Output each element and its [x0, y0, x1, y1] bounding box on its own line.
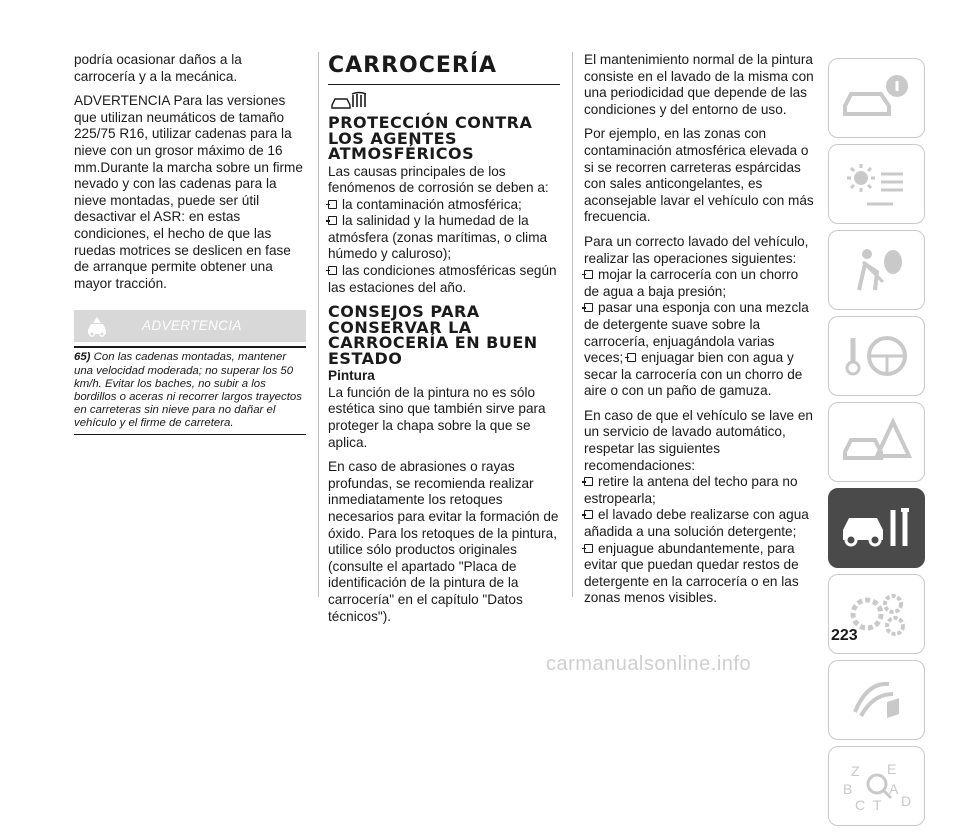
nav-multimedia[interactable]: [828, 660, 925, 740]
example-paragraph: Por ejemplo, en las zonas con contaminación atmosférica elevada o si se recorren carreteras espárcidas con sales anticongelantes, es aconsejable lavar el vehículo con más frecuencia.: [584, 126, 814, 225]
steering-key-icon: [837, 328, 917, 384]
corrosion-intro: Las causas principales de los fenómenos de corrosión se deben a:: [328, 163, 549, 196]
index-letter: E: [886, 761, 896, 777]
title-rule: [328, 84, 560, 85]
watermark: carmanualsonline.info: [546, 653, 752, 675]
bullet-item: la salinidad y la humedad de la atmósfera (zonas marítimas, o clima húmedo y caluroso);: [328, 213, 548, 262]
nav-starting-driving[interactable]: [828, 316, 925, 396]
warning-number: 65): [74, 351, 91, 364]
bullet-icon: [584, 270, 593, 279]
section-title: CARROCERÍA: [328, 53, 498, 78]
column-3: [584, 52, 816, 615]
index-letter: C: [854, 797, 865, 813]
multimedia-icon: [837, 672, 917, 728]
airbag-safety-icon: [837, 242, 917, 298]
bullet-icon: [627, 353, 636, 362]
column-divider: [318, 52, 319, 597]
warning-title: ADVERTENCIA: [142, 318, 242, 334]
page-number: 223: [831, 627, 858, 644]
bullet-item: el lavado debe realizarse con agua añadida a una solución detergente;: [584, 507, 809, 540]
alphabetical-index-icon: [837, 758, 917, 814]
car-wash-icon: [328, 91, 368, 111]
warning-box: [74, 310, 306, 434]
bullet-item: la contaminación atmosférica;: [342, 196, 522, 212]
chapter-navigation: [828, 58, 927, 832]
car-warning-icon: [84, 316, 110, 338]
bullet-item: pasar una esponja con una mezcla de detergente suave sobre la carrocería, enjuagándola varias veces;: [584, 300, 809, 366]
warning-header: [74, 310, 306, 342]
subheading-pintura: Pintura: [328, 368, 375, 384]
index-letter: T: [872, 797, 882, 813]
column-divider: [572, 52, 573, 597]
index-letter: D: [900, 793, 911, 809]
bullet-item: enjuague abundantemente, para evitar que puedan quedar restos de detergente en la carrocería o en las zonas menos visibles.: [584, 540, 799, 606]
maintenance-paragraph: El mantenimiento normal de la pintura consiste en el lavado de la misma con una periodicidad que depende de las condiciones y del entorno de uso.: [584, 52, 814, 117]
warning-triangle-icon: [837, 414, 917, 470]
bullet-list-corrosion: [328, 197, 560, 297]
pintura-paragraph-1: La función de la pintura no es sólo estética sino que también sirve para proteger la chapa sobre la que se aplica.: [328, 384, 546, 450]
heading-proteccion: PROTECCIÓN CONTRA LOS AGENTES ATMOSFÉRICOS: [328, 113, 533, 163]
nav-emergency[interactable]: [828, 402, 925, 482]
bullet-icon: [328, 216, 337, 225]
bullet-list-automatic: [584, 474, 816, 607]
nav-index[interactable]: [828, 746, 925, 826]
bullet-item: retire la antena del techo para no estropearla;: [584, 474, 798, 506]
advertencia-paragraph: ADVERTENCIA Para las versiones que utilizan neumáticos de tamaño 225/75 R16, utilizar cadenas para la nieve con un grosor máximo de 16 mm.Durante la marcha sobre un firme nevado y con las cadenas para la nieve montadas, puede ser útil desactivar el ASR: en estas condiciones, el hecho de que las ruedas motrices se deslicen en fase de arranque permite obtener una mayor tracción.: [74, 93, 303, 291]
bullet-icon: [584, 477, 593, 486]
warning-text: [74, 346, 306, 434]
bullet-icon: [584, 544, 593, 553]
column-2: [328, 52, 560, 633]
nav-dashboard-lights[interactable]: [828, 144, 925, 224]
nav-car-info[interactable]: [828, 58, 925, 138]
dashboard-lights-icon: [837, 156, 917, 212]
pintura-paragraph-2: En caso de abrasiones o rayas profundas, se recomienda realizar inmediatamente los retoques necesarios para evitar la formación de óxido. Para los retoques de la pintura, utilice sólo productos originales (consulte el apartado "Placa de identificación de la pintura de la carrocería" en el capítulo "Datos técnicos").: [328, 459, 559, 624]
washing-intro: Para un correcto lavado del vehículo, realizar las operaciones siguientes:: [584, 233, 809, 266]
warning-body-text: Con las cadenas montadas, mantener una velocidad moderada; no superar los 50 km/h. Evitar los baches, no subir a los bordillos o aceras ni recorrer largos trayectos en carreteras sin nieve para no dañar el vehículo y el firme de carretera.: [74, 351, 302, 430]
heading-consejos: CONSEJOS PARA CONSERVAR LA CARROCERÍA EN BUEN ESTADO: [328, 302, 538, 368]
index-letter: A: [888, 781, 898, 797]
bullet-item: las condiciones atmosféricas según las estaciones del año.: [328, 263, 557, 295]
bullet-icon: [328, 266, 337, 275]
bullet-icon: [584, 303, 593, 312]
bullet-icon: [584, 510, 593, 519]
bullet-icon: [328, 200, 337, 209]
automatic-wash-intro: En caso de que el vehículo se lave en un servicio de lavado automático, respetar las siguientes recomendaciones:: [584, 407, 813, 473]
nav-maintenance-active[interactable]: [828, 488, 925, 568]
bullet-item: mojar la carrocería con un chorro de agua a baja presión;: [584, 267, 799, 299]
bullet-item: enjuagar bien con agua y secar la carrocería con un chorro de aire o con un paño de gamuza.: [584, 350, 803, 399]
column-1: [74, 52, 306, 435]
car-info-icon: [837, 70, 917, 126]
bullet-list-washing: [584, 267, 816, 400]
index-letter: Z: [850, 763, 860, 779]
car-maintenance-icon: [837, 500, 917, 556]
nav-safety[interactable]: [828, 230, 925, 310]
intro-text: podría ocasionar daños a la carrocería y a la mecánica.: [74, 52, 242, 84]
index-letter: B: [842, 781, 852, 797]
